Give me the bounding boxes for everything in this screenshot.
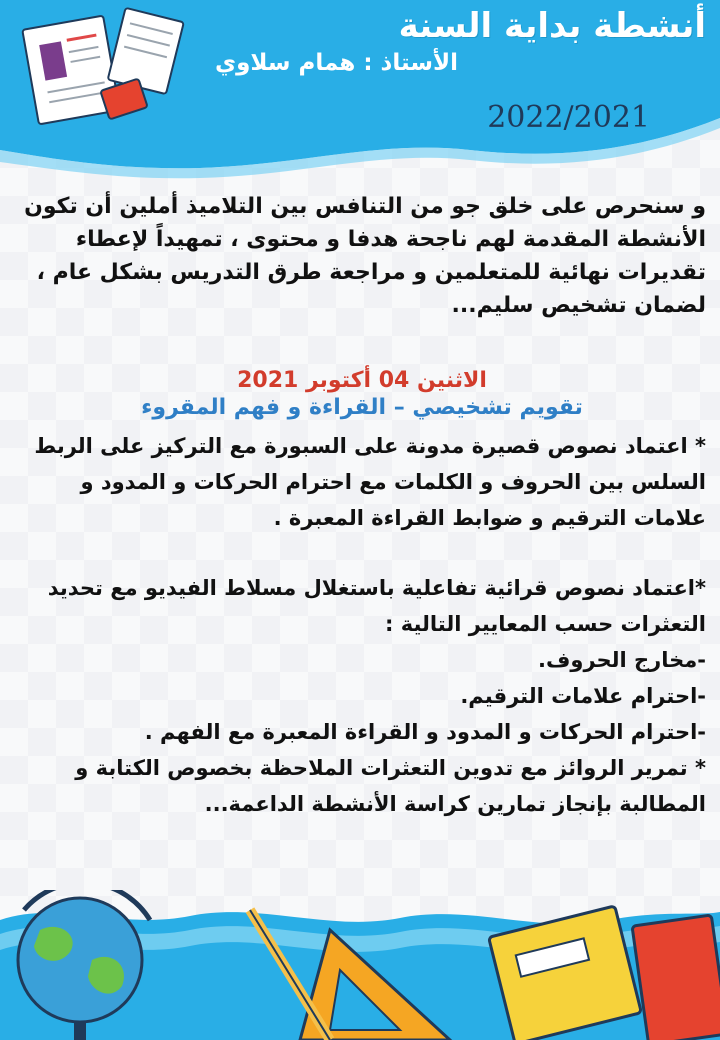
- activity-second-intro: *اعتماد نصوص قرائية تفاعلية باستغلال مسلاط الفيديو مع تحديد التعثرات حسب المعايير التالية :: [47, 576, 706, 636]
- criteria-item: -مخارج الحروف.: [538, 648, 706, 672]
- criteria-item: -احترام الحركات و المدود و القراءة المعبرة مع الفهم .: [144, 720, 706, 744]
- criteria-list: [18, 642, 706, 750]
- school-year: 2022/2021: [487, 100, 650, 135]
- footer-banner: [0, 890, 720, 1040]
- intro-paragraph: و سنحرص على خلق جو من التنافس بين التلاميذ أملين أن تكون الأنشطة المقدمة لهم ناجحة هدفا و محتوى ، تمهيداً لإعطاء تقديرات نهائية للمتعلمين و مراجعة طرق التدريس بشكل عام ، لضمان تشخيص سليم...: [24, 194, 706, 318]
- teacher-name: الأستاذ : همام سلاوي: [215, 50, 458, 76]
- criteria-item: -احترام علامات الترقيم.: [460, 684, 706, 708]
- page-title: أنشطة بداية السنة: [398, 6, 706, 46]
- activity-first: * اعتماد نصوص قصيرة مدونة على السبورة مع التركيز على الربط السلس بين الحروف و الكلمات مع احترام الحركات و المدود و علامات الترقيم و ضوابط القراءة المعبرة .: [34, 434, 706, 530]
- main-content: [18, 190, 706, 822]
- activity-last: * تمرير الروائز مع تدوين التعثرات الملاحظة بخصوص الكتابة و المطالبة بإنجاز تمارين كراسة الأنشطة الداعمة...: [75, 756, 706, 816]
- session-date: الاثنين 04 أكتوبر 2021: [237, 368, 487, 393]
- activities-section: [18, 428, 706, 822]
- session-subtitle: تقويم تشخيصي – القراءة و فهم المقروء: [141, 395, 583, 420]
